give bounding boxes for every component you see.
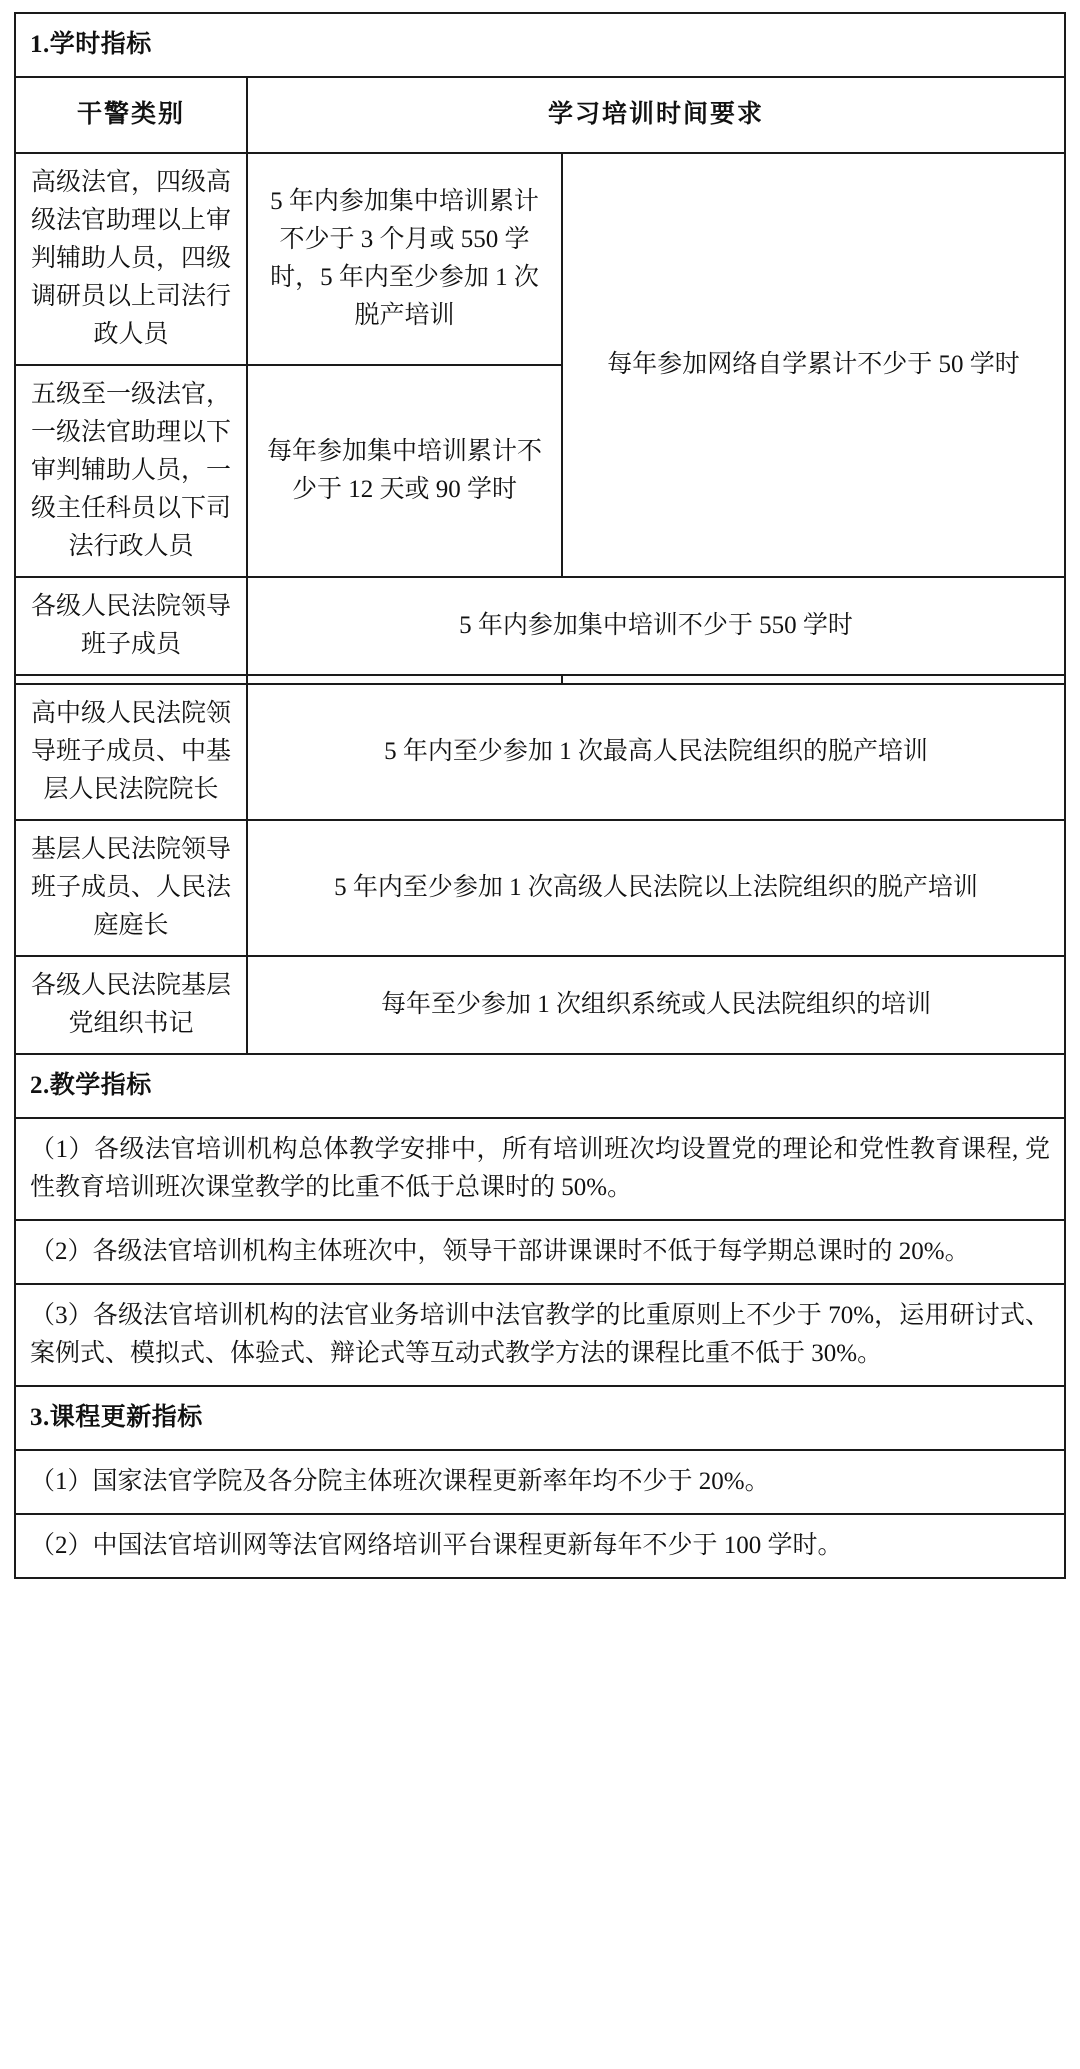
gap-cell — [562, 675, 1065, 684]
table-row — [15, 956, 1065, 1054]
teaching-item-3: （3）各级法官培训机构的法官业务培训中法官教学的比重原则上不少于 70%，运用研讨式、案例式、模拟式、体验式、辩论式等互动式教学方法的课程比重不低于 30%。 — [15, 1284, 1065, 1386]
section-title-row-2 — [15, 1054, 1065, 1118]
row-requirement-full: 5 年内至少参加 1 次最高人民法院组织的脱产培训 — [247, 684, 1065, 820]
row-requirement-mid: 5 年内参加集中培训累计不少于 3 个月或 550 学时，5 年内至少参加 1 次脱产培训 — [247, 153, 562, 365]
section-title-row-3 — [15, 1386, 1065, 1450]
section-title-course-update: 3.课程更新指标 — [15, 1386, 1065, 1450]
row-category: 各级人民法院基层党组织书记 — [15, 956, 247, 1054]
table-row — [15, 684, 1065, 820]
header-category: 干警类别 — [15, 77, 247, 153]
header-requirement: 学习培训时间要求 — [247, 77, 1065, 153]
course-update-item-1: （1）国家法官学院及各分院主体班次课程更新率年均不少于 20%。 — [15, 1450, 1065, 1514]
teaching-item-row — [15, 1118, 1065, 1220]
teaching-item-2: （2）各级法官培训机构主体班次中，领导干部讲课课时不低于每学期总课时的 20%。 — [15, 1220, 1065, 1284]
gap-cell — [247, 675, 562, 684]
teaching-item-row — [15, 1220, 1065, 1284]
row-requirement-full: 5 年内至少参加 1 次高级人民法院以上法院组织的脱产培训 — [247, 820, 1065, 956]
row-category: 基层人民法院领导班子成员、人民法庭庭长 — [15, 820, 247, 956]
table-row — [15, 577, 1065, 675]
table-row — [15, 153, 1065, 365]
row-category: 各级人民法院领导班子成员 — [15, 577, 247, 675]
table-row — [15, 820, 1065, 956]
row-requirement-full: 每年至少参加 1 次组织系统或人民法院组织的培训 — [247, 956, 1065, 1054]
course-update-item-2: （2）中国法官培训网等法官网络培训平台课程更新每年不少于 100 学时。 — [15, 1514, 1065, 1578]
section-title-row-1 — [15, 13, 1065, 77]
course-update-item-row — [15, 1514, 1065, 1578]
teaching-item-1: （1）各级法官培训机构总体教学安排中，所有培训班次均设置党的理论和党性教育课程, 党性教育培训班次课堂教学的比重不低于总课时的 50%。 — [15, 1118, 1065, 1220]
row-category: 高中级人民法院领导班子成员、中基层人民法院院长 — [15, 684, 247, 820]
row-category: 高级法官，四级高级法官助理以上审判辅助人员，四级调研员以上司法行政人员 — [15, 153, 247, 365]
section-title-hours: 1.学时指标 — [15, 13, 1065, 77]
row-requirement-right: 每年参加网络自学累计不少于 50 学时 — [562, 153, 1065, 577]
gap-cell — [15, 675, 247, 684]
training-indicators-table — [14, 12, 1066, 1579]
teaching-item-row — [15, 1284, 1065, 1386]
section-title-teaching: 2.教学指标 — [15, 1054, 1065, 1118]
course-update-item-row — [15, 1450, 1065, 1514]
table-gap — [15, 675, 1065, 684]
row-requirement-full: 5 年内参加集中培训不少于 550 学时 — [247, 577, 1065, 675]
row-category: 五级至一级法官，一级法官助理以下审判辅助人员，一级主任科员以下司法行政人员 — [15, 365, 247, 577]
row-requirement-mid: 每年参加集中培训累计不少于 12 天或 90 学时 — [247, 365, 562, 577]
table-header-row — [15, 77, 1065, 153]
